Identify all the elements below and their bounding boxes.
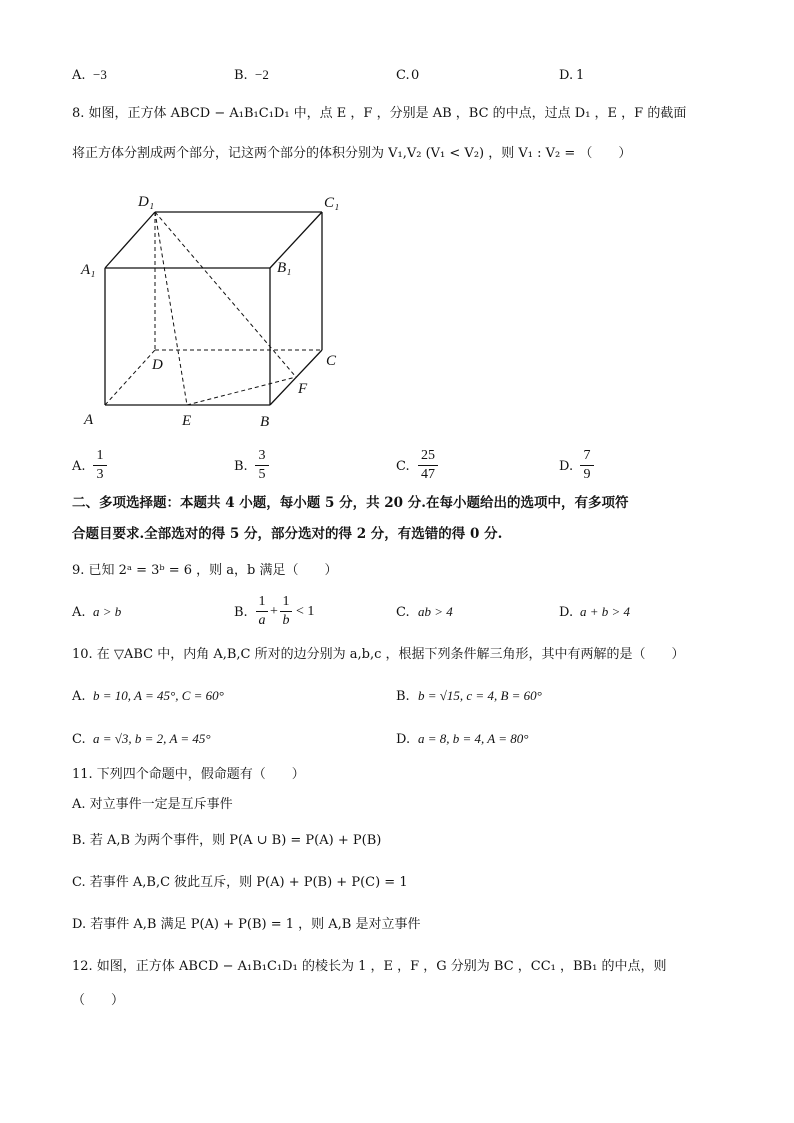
segment-d1e xyxy=(155,212,187,405)
q9-option-b-tail: < 1 xyxy=(296,604,315,619)
label-c1: C₁ xyxy=(324,195,340,211)
q8-option-d-letter: D. xyxy=(559,459,574,474)
q11-option-b: B. 若 A,B 为两个事件，则 P(A ∪ B) = P(A) + P(B) xyxy=(72,833,382,848)
q11-option-c: C. 若事件 A,B,C 彼此互斥，则 P(A) + P(B) + P(C) = 1 xyxy=(72,875,408,890)
q11-option-a: A. 对立事件一定是互斥事件 xyxy=(72,797,233,812)
q7-option-a-letter: A. xyxy=(72,68,86,83)
q12-stem-line2: （ ） xyxy=(72,993,125,1008)
q10-option-a-letter: A. xyxy=(72,689,86,704)
q7-option-b-letter: B. xyxy=(234,68,248,83)
label-a: A xyxy=(84,412,94,428)
q9-option-c-letter: C. xyxy=(396,605,410,620)
q10-option-c-letter: C. xyxy=(72,732,86,747)
label-e: E xyxy=(182,413,192,429)
q10-option-b-letter: B. xyxy=(396,689,410,704)
q8-option-a-letter: A. xyxy=(72,459,86,474)
q11-stem: 11. 下列四个命题中，假命题有（ ） xyxy=(72,767,305,782)
q10-stem: 10. 在 ▽ABC 中，内角 A,B,C 所对的边分别为 a,b,c ，根据下列条件解三角形，其中有两解的是（ ） xyxy=(72,647,685,662)
q7-option-d: 1 xyxy=(576,68,585,83)
q8-option-d-fraction: 7 9 xyxy=(580,448,594,483)
q10-option-d: a = 8, b = 4, A = 80° xyxy=(418,731,529,746)
segment-d1f xyxy=(155,212,296,377)
q10-option-d-letter: D. xyxy=(396,732,411,747)
section-2-heading-line1: 二、多项选择题：本题共 4 小题，每小题 5 分，共 20 分.在每小题给出的选项中，有多项符 xyxy=(72,495,629,511)
label-c: C xyxy=(326,353,337,369)
q9-option-b-letter: B. xyxy=(234,605,248,620)
q9-stem: 9. 已知 2ᵃ = 3ᵇ = 6 ，则 a，b 满足（ ） xyxy=(72,563,338,578)
q8-option-b-letter: B. xyxy=(234,459,248,474)
q11-option-d: D. 若事件 A,B 满足 P(A) + P(B) = 1 ，则 A,B 是对立事件 xyxy=(72,917,421,932)
q9-option-b-plus: + xyxy=(270,604,278,619)
label-d: D xyxy=(152,357,163,373)
label-b1: B₁ xyxy=(277,260,292,276)
q8-option-c-letter: C. xyxy=(396,459,410,474)
q8-option-a-fraction: 1 3 xyxy=(93,448,107,483)
label-a1: A₁ xyxy=(81,262,96,278)
q7-option-d-letter: D. xyxy=(559,68,574,83)
q9-option-b-fraction-2: 1 b xyxy=(280,594,292,629)
edge-ad xyxy=(105,350,155,405)
q7-option-c: 0 xyxy=(411,68,420,83)
label-d1: D₁ xyxy=(138,194,155,210)
segment-ef xyxy=(187,377,296,405)
q10-option-a: b = 10, A = 45°, C = 60° xyxy=(93,688,224,703)
q8-stem-line2: 将正方体分割成两个部分，记这两个部分的体积分别为 V₁,V₂ (V₁ < V₂) ，则 V₁ : V₂ = （ ） xyxy=(72,146,632,161)
q7-option-a: −3 xyxy=(93,67,107,82)
q9-option-a-letter: A. xyxy=(72,605,86,620)
q7-option-b: −2 xyxy=(255,67,269,82)
q10-option-c: a = √3, b = 2, A = 45° xyxy=(93,731,211,746)
q9-option-d-letter: D. xyxy=(559,605,574,620)
q9-option-b-fraction-1: 1 a xyxy=(256,594,268,629)
edge-a1d1 xyxy=(105,212,155,268)
q8-stem-line1: 8. 如图，正方体 ABCD − A₁B₁C₁D₁ 中，点 E ，F ，分别是 AB ，BC 的中点，过点 D₁ ，E ，F 的截面 xyxy=(72,106,687,121)
q7-option-c-letter: C. xyxy=(396,68,410,83)
q8-cube-figure xyxy=(70,185,360,435)
q12-stem-line1: 12. 如图，正方体 ABCD − A₁B₁C₁D₁ 的棱长为 1 ，E ，F ，G 分别为 BC ，CC₁ ，BB₁ 的中点，则 xyxy=(72,959,667,974)
q8-option-b-fraction: 3 5 xyxy=(255,448,269,483)
q9-option-a: a > b xyxy=(93,604,122,619)
q9-option-c: ab > 4 xyxy=(418,604,453,619)
label-f: F xyxy=(298,381,308,397)
q9-option-d: a + b > 4 xyxy=(580,604,631,619)
label-b: B xyxy=(260,414,270,430)
q8-option-c-fraction: 25 47 xyxy=(418,448,438,483)
section-2-heading-line2: 合题目要求.全部选对的得 5 分，部分选对的得 2 分，有选错的得 0 分. xyxy=(72,526,503,542)
q10-option-b: b = √15, c = 4, B = 60° xyxy=(418,688,542,703)
